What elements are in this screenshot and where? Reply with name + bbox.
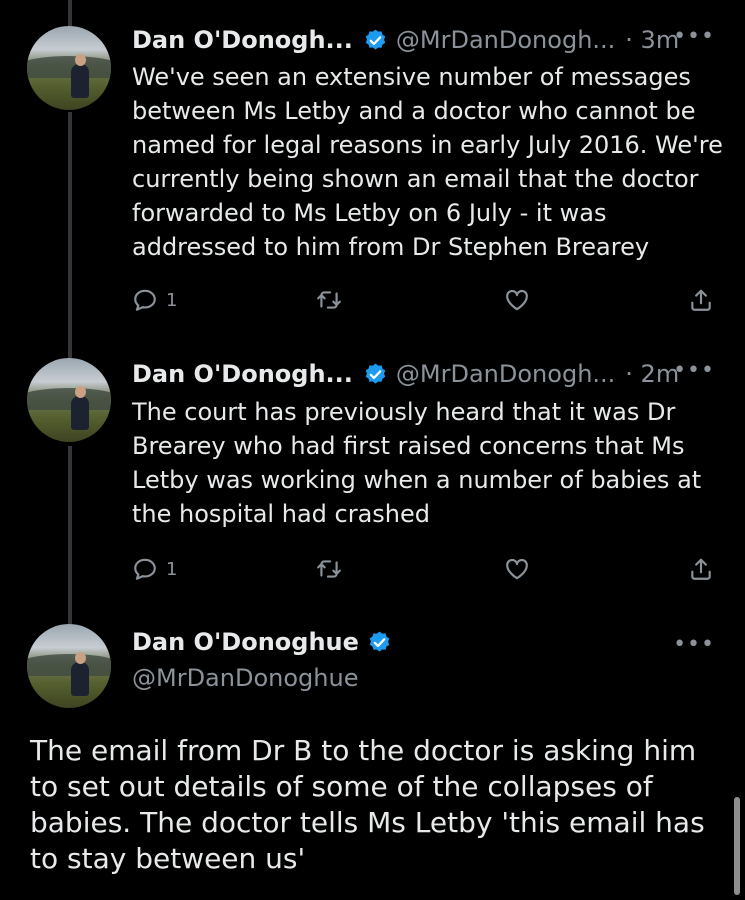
more-horizontal-icon[interactable]: ••• [673,358,715,383]
retweet-icon [316,556,342,582]
author-handle[interactable]: @MrDanDonoghue [132,664,359,692]
author-handle[interactable]: @MrDanDonogh... [395,360,616,388]
more-horizontal-icon[interactable]: ••• [673,24,715,49]
reply-bubble-icon [132,287,158,313]
reply-bubble-icon [132,556,158,582]
more-horizontal-icon[interactable]: ••• [673,632,715,657]
tweet-actions [132,287,717,317]
retweet-icon [316,287,342,313]
tweet-text: The email from Dr B to the doctor is asking him to set out details of some of the collapses of babies. The doctor tells Ms Letby 'this email has to stay between us' [30,734,705,875]
author-name[interactable]: Dan O'Donoghue [132,628,359,656]
avatar[interactable] [27,624,111,708]
thread-line [68,112,72,358]
tweet-timestamp[interactable]: · 2m [625,360,680,388]
author-name[interactable]: Dan O'Donogh... [132,360,353,388]
avatar[interactable] [27,358,111,442]
thread-line [68,0,72,26]
reply-count: 1 [166,289,178,311]
reply-count: 1 [166,558,178,580]
reply-button[interactable] [132,556,177,582]
author-handle[interactable]: @MrDanDonogh... [395,26,616,54]
share-icon [688,287,714,313]
avatar[interactable] [27,26,111,110]
retweet-button[interactable] [316,287,342,313]
verified-badge-icon [367,630,392,655]
like-button[interactable] [504,287,530,313]
share-button[interactable] [688,556,714,582]
heart-icon [504,287,530,313]
author-name[interactable]: Dan O'Donogh... [132,26,353,54]
reply-button[interactable] [132,287,177,313]
share-button[interactable] [688,287,714,313]
verified-badge-icon [363,362,388,387]
share-icon [688,556,714,582]
tweet-timestamp[interactable]: · 3m [625,26,680,54]
verified-badge-icon [363,28,388,53]
heart-icon [504,556,530,582]
scrollbar[interactable] [734,797,740,895]
thread-line [68,446,72,624]
tweet-text: We've seen an extensive number of messages between Ms Letby and a doctor who cannot be named for legal reasons in early July 2016. We're currently being shown an email that the doctor forwarded to Ms Letby on 6 July - it was addressed to him from Dr Stephen Brearey [132,63,723,261]
tweet-text: The court has previously heard that it was Dr Brearey who had first raised concerns that Ms Letby was working when a number of babies at the hospital had crashed [132,398,702,528]
retweet-button[interactable] [316,556,342,582]
like-button[interactable] [504,556,530,582]
tweet-actions [132,556,717,586]
